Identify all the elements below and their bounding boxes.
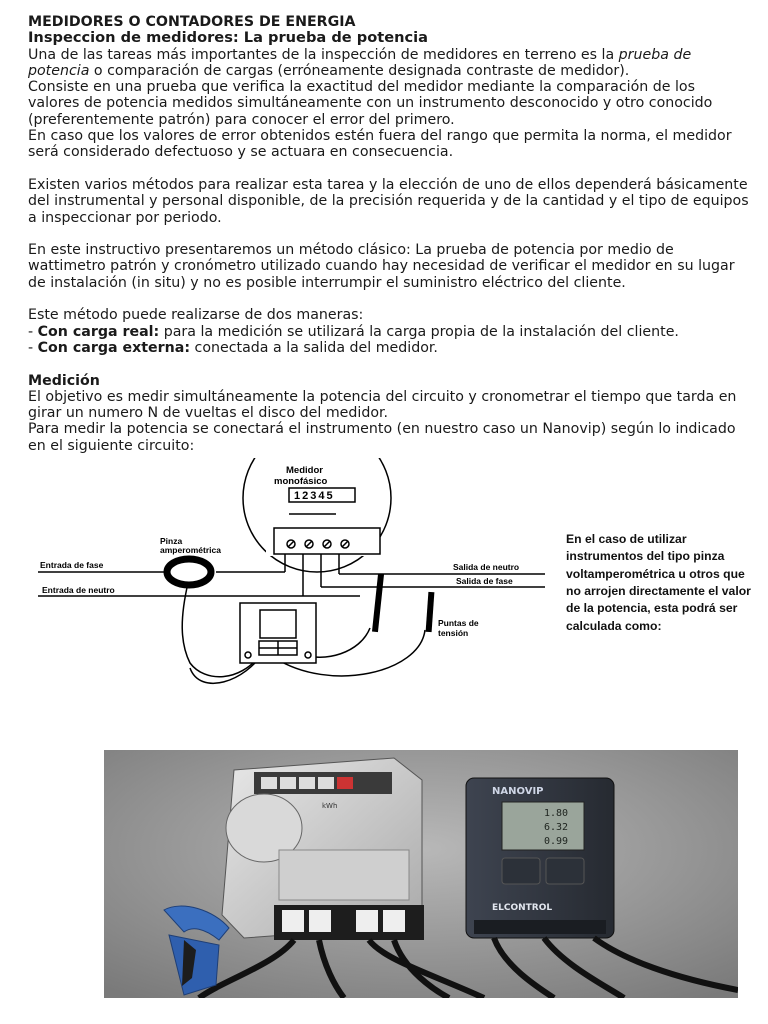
label-amperometrica: amperométrica (160, 545, 221, 555)
medicion-heading: Medición (28, 372, 100, 389)
paragraph-instructivo: En este instructivo presentaremos un método clásico: La prueba de potencia por medio de wattimetro patrón y cronómetro utilizado cuando hay necesidad de verificar el medidor en su lugar de instalación (in situ) y no es posible interrumpir el suministro eléctrico del cliente. (28, 242, 735, 291)
label-salida-neutro: Salida de neutro (453, 562, 520, 572)
way-text: conectada a la salida del medidor. (190, 339, 438, 356)
way-text: para la medición se utilizará la carga propia de la instalación del cliente. (159, 323, 679, 340)
instrument-reading: 6.32 (544, 822, 569, 833)
way-item-real (28, 324, 750, 340)
probe-icon (372, 574, 384, 632)
instrument-icon (240, 603, 316, 663)
instrument-reading: 1.80 (544, 808, 569, 819)
meter-title: Medidor (286, 465, 323, 476)
label-pinza: Pinza (160, 536, 183, 546)
probe-icon (426, 592, 435, 632)
equipment-photo (104, 750, 738, 998)
paragraph-consiste: Consiste en una prueba que verifica la exactitud del medidor mediante la comparación de los valores de potencia medidos simultáneamente con un instrumento desconocido y otro conocido (preferentemente patrón) para conocer el error del primero. (28, 79, 713, 128)
way-label: Con carga real: (37, 323, 160, 340)
way-dash: - (28, 323, 38, 340)
label-entrada-fase: Entrada de fase (40, 560, 104, 570)
meter-subtitle: monofásico (274, 476, 328, 487)
paragraph-intro (28, 47, 750, 80)
meter-counter: 12345 (294, 490, 335, 502)
instrument-reading: 0.99 (544, 836, 569, 847)
label-entrada-neutro: Entrada de neutro (42, 585, 115, 595)
document-title: MEDIDORES O CONTADORES DE ENERGIA (28, 14, 356, 30)
circuit-diagram (30, 458, 550, 698)
meter-photo (222, 758, 424, 940)
intro-emphasis: prueba de potencia (28, 46, 692, 79)
ways-intro: Este método puede realizarse de dos maneras: (28, 307, 364, 324)
meter-terminal-block (274, 528, 380, 554)
label-tension: tensión (438, 628, 469, 638)
paragraph-objetivo: El objetivo es medir simultáneamente la potencia del circuito y cronometrar el tiempo que tarda en girar un numero N de vueltas el disco del medidor. (28, 388, 737, 422)
way-label: Con carga externa: (37, 339, 191, 356)
label-puntas: Puntas de (438, 618, 479, 628)
paragraph-circuito: Para medir la potencia se conectará el instrumento (en nuestro caso un Nanovip) según lo indicado en el siguiente circuito: (28, 421, 736, 454)
way-dash: - (28, 339, 38, 356)
way-item-externa (28, 340, 750, 356)
paragraph-methods: Existen varios métodos para realizar esta tarea y la elección de uno de ellos dependerá básicamente del instrumental y personal disponible, de la precisión requerida y de la cantidad y el tipo de equipos a inspeccionar por periodo. (28, 176, 749, 226)
label-salida-fase: Salida de fase (456, 576, 513, 586)
nanovip-photo (466, 778, 614, 938)
intro-text-end: o comparación de cargas (erróneamente designada contraste de medidor). (89, 62, 630, 79)
clamp-icon (167, 559, 211, 585)
section-title: Inspeccion de medidores: La prueba de potencia (28, 29, 428, 47)
paragraph-error: En caso que los valores de error obtenidos estén fuera del rango que permita la norma, el medidor será considerado defectuoso y se actuara en consecuencia. (28, 128, 732, 161)
side-note: En el caso de utilizar instrumentos del tipo pinza voltamperométrica u otros que no arrojen directamente el valor de la potencia, esta podrá ser calculada como: (566, 532, 751, 633)
document-body (28, 14, 750, 454)
intro-text: Una de las tareas más importantes de la inspección de medidores en terreno es la (28, 46, 619, 63)
instrument-brand: NANOVIP (492, 786, 544, 797)
instrument-maker: ELCONTROL (492, 903, 553, 913)
meter-unit-label: kWh (322, 802, 338, 810)
